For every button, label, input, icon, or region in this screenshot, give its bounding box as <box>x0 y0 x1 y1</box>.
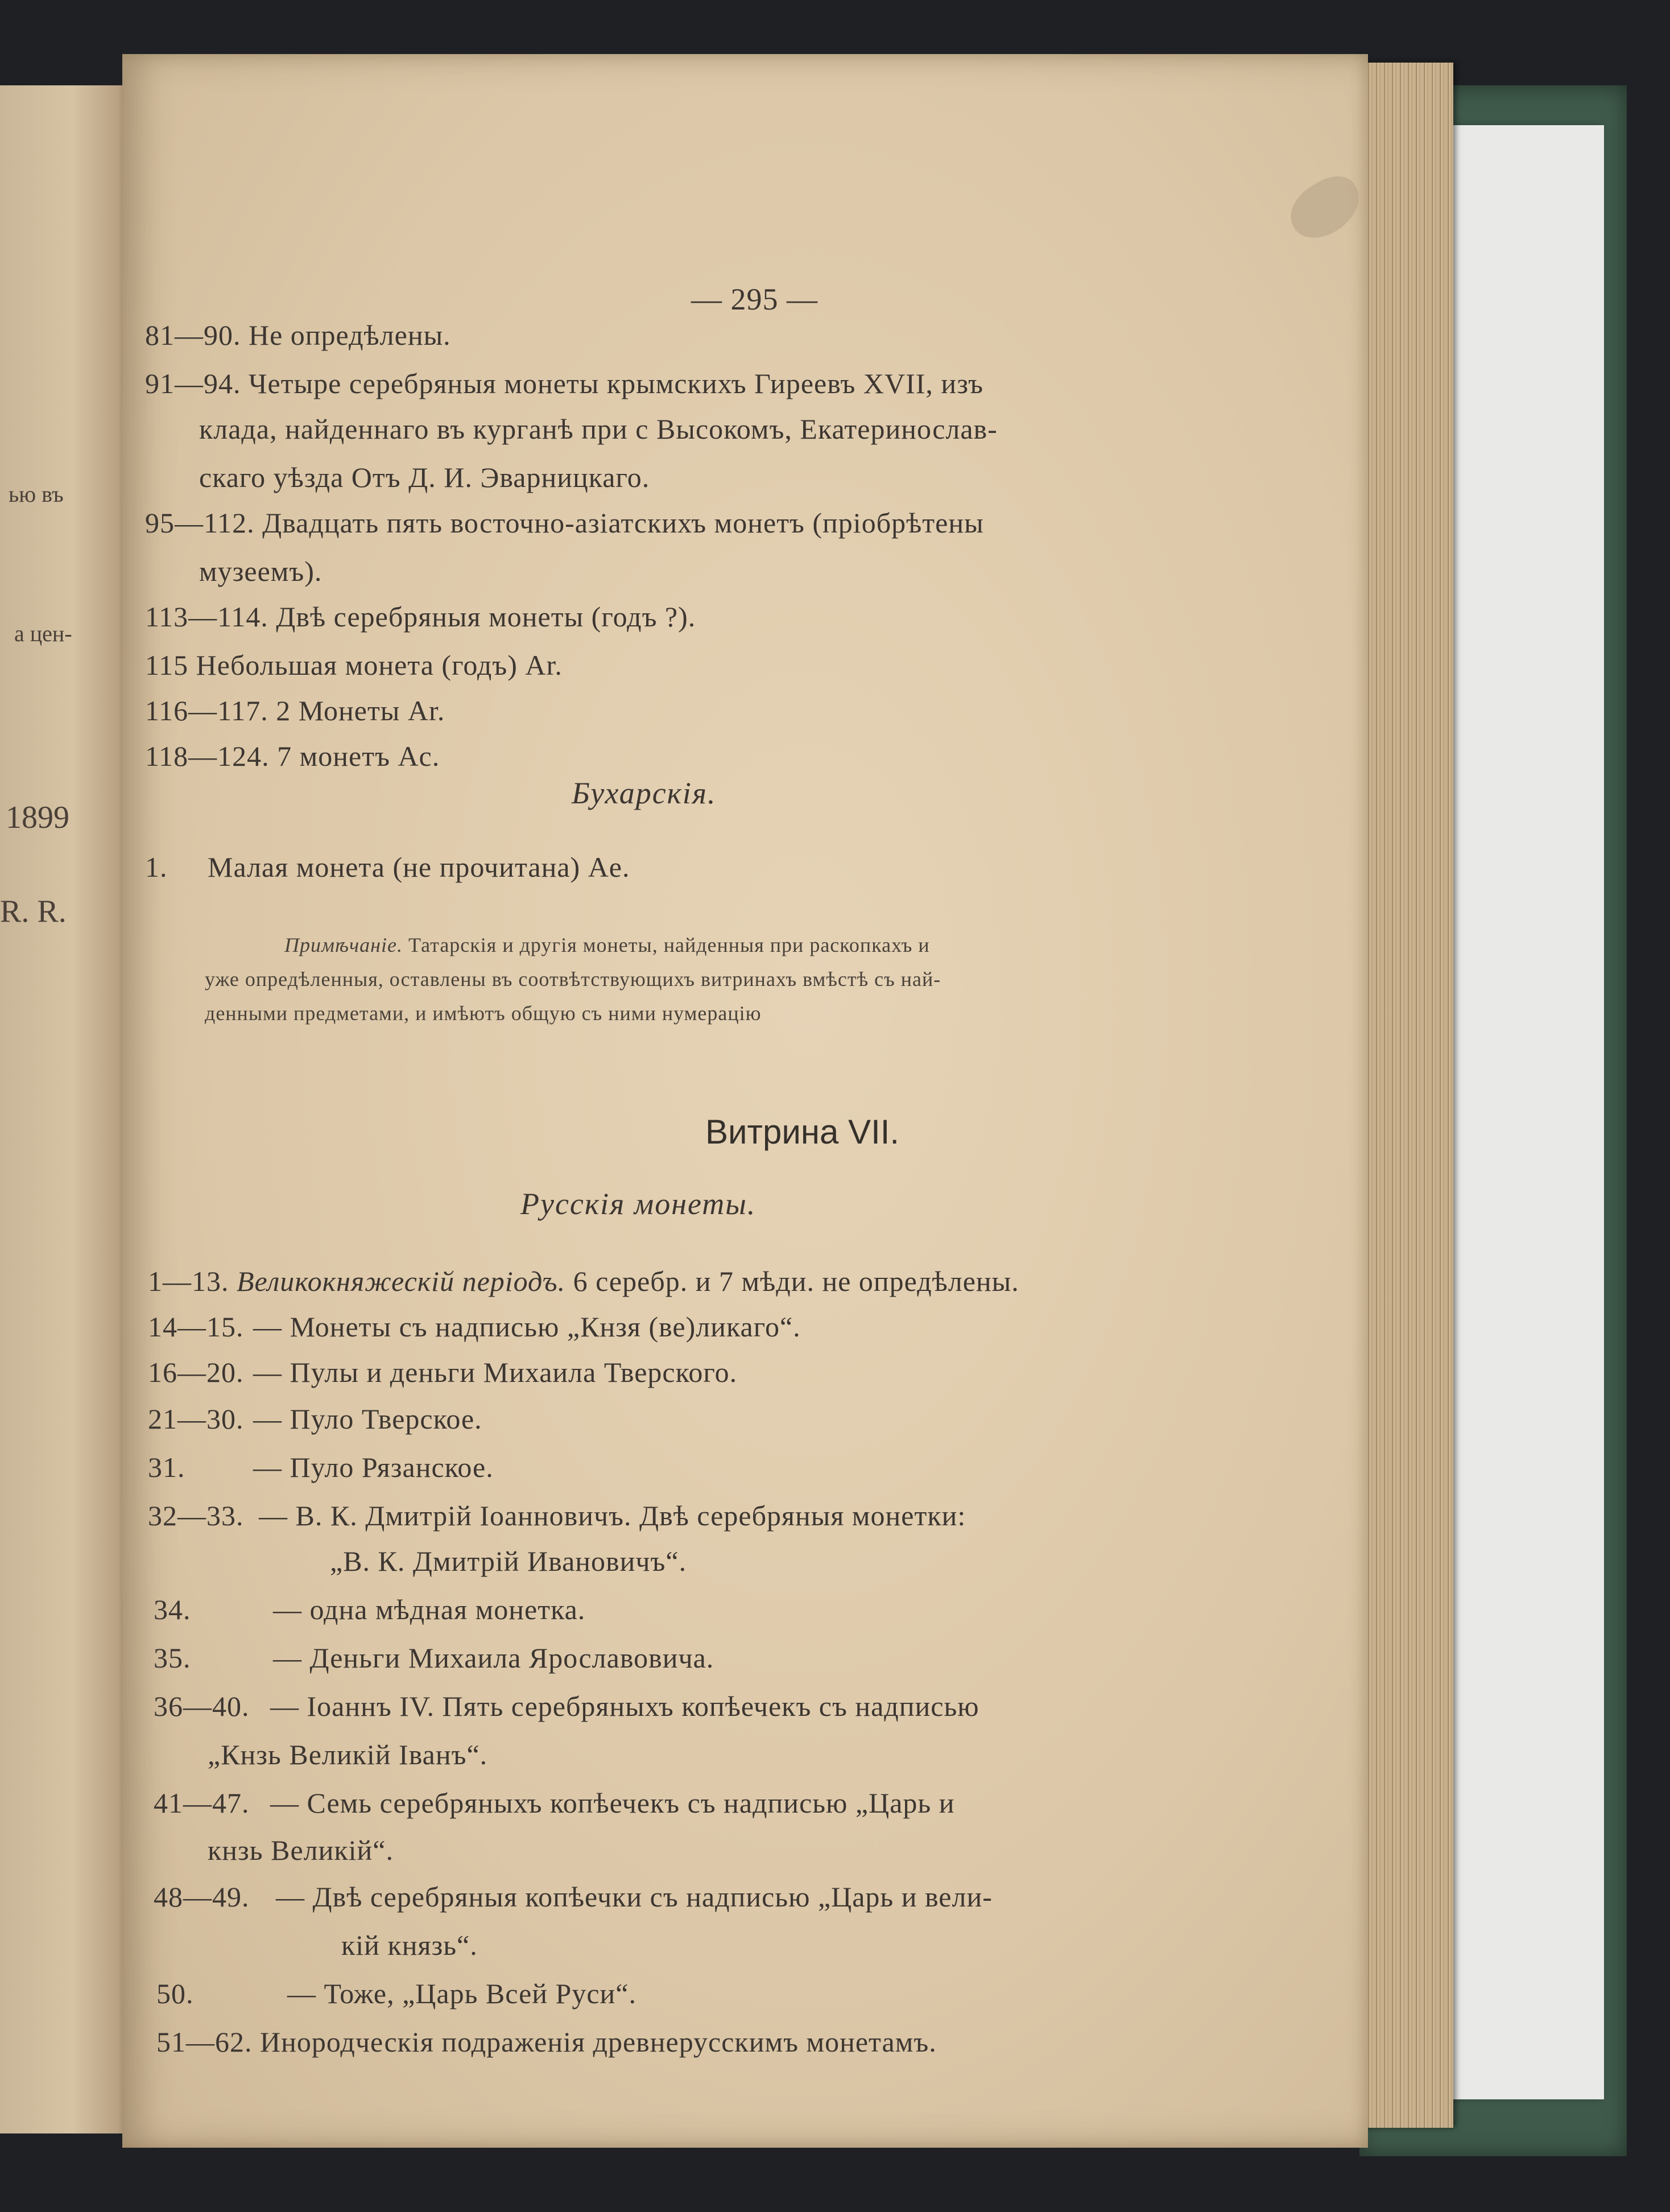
entry-line <box>148 1310 801 1343</box>
note-line: денными предметами, и имѣютъ общую съ ними нумерацію <box>205 1002 762 1025</box>
entry-text: — Двѣ серебряныя копѣечки съ надписью „Царь и вели- <box>276 1881 993 1913</box>
entry-number: 34. <box>154 1594 191 1625</box>
entry-number: 118—124. <box>145 740 270 772</box>
entry-text: 2 Монеты Ar. <box>276 695 445 727</box>
entry-text: — В. К. Дмитрій Іоанновичъ. Двѣ серебряныя монетки: <box>259 1500 966 1532</box>
entry-text: Малая монета (не прочитана) Ae. <box>208 851 630 883</box>
entry-text: — Пулы и деньги Михаила Тверского. <box>253 1356 738 1388</box>
entry-number: 32—33. <box>148 1500 244 1532</box>
entry-text: — Тоже, „Царь Всей Руси“. <box>287 1978 636 2009</box>
section-heading: Русскія монеты. <box>520 1187 757 1221</box>
entry-line <box>156 1977 636 2010</box>
entry-number: 1. <box>145 851 168 883</box>
entry-number: 91—94. <box>145 368 241 399</box>
entry-line <box>145 600 696 633</box>
insert-sheet <box>1433 125 1604 2099</box>
entry-text: — Пуло Тверское. <box>253 1403 482 1435</box>
book-page <box>122 54 1368 2148</box>
entry-text: — Іоаннъ IV. Пять серебряныхъ копѣечекъ съ надписью <box>270 1690 979 1722</box>
entry-line <box>154 1786 954 1819</box>
entry-line <box>145 649 563 682</box>
entry-number: 36—40. <box>154 1690 250 1722</box>
entry-text: — Деньги Михаила Ярославовича. <box>273 1642 714 1674</box>
entry-line <box>145 367 983 400</box>
entry-line <box>148 1402 482 1435</box>
entry-line <box>156 2025 937 2058</box>
entry-text: — Пуло Рязанское. <box>253 1451 494 1483</box>
entry-text: Небольшая монета (годъ) Ar. <box>196 649 563 681</box>
entry-line <box>154 1690 979 1723</box>
entry-line: „Кнзь Великій Іванъ“. <box>208 1739 488 1771</box>
entry-line: кій князь“. <box>341 1929 478 1961</box>
entry-number: 16—20. <box>148 1356 244 1388</box>
entry-line: „В. К. Дмитрій Ивановичъ“. <box>330 1545 687 1577</box>
entry-number: 116—117. <box>145 695 268 727</box>
entry-line: клада, найденнаго въ курганѣ при с Высокомъ, Екатеринослав- <box>199 413 998 445</box>
entry-line <box>154 1641 714 1674</box>
entry-text: Двадцать пять восточно-азіатскихъ монетъ (пріобрѣтены <box>262 507 984 539</box>
entry-number: 41—47. <box>154 1787 250 1819</box>
left-page-fragment: R. R. <box>0 894 67 929</box>
entry-line <box>154 1880 993 1913</box>
entry-line: музеемъ). <box>199 555 323 587</box>
entry-italic-text: Великокняжескій періодъ. <box>237 1265 566 1297</box>
entry-line <box>145 319 451 352</box>
entry-line: скаго уѣзда Отъ Д. И. Эварницкаго. <box>199 461 650 493</box>
entry-number: 51—62. <box>156 2026 253 2058</box>
entry-line: кнзь Великій“. <box>208 1834 394 1866</box>
page-edges <box>1357 63 1453 2128</box>
entry-number: 115 <box>145 649 189 681</box>
entry-number: 48—49. <box>154 1881 250 1913</box>
entry-number: 81—90. <box>145 319 241 351</box>
entry-text: 7 монетъ Ac. <box>277 740 440 772</box>
entry-number: 31. <box>148 1451 185 1483</box>
entry-text: — Семь серебряныхъ копѣечекъ съ надписью „Царь и <box>270 1787 955 1819</box>
entry-text: — Монеты съ надписью „Кнзя (ве)ликаго“. <box>253 1311 801 1343</box>
entry-line <box>148 1451 494 1484</box>
left-page <box>0 85 131 2133</box>
page-number: — 295 — <box>691 282 818 316</box>
entry-line <box>145 851 630 884</box>
entry-text: Четыре серебряныя монеты крымскихъ Гиреевъ XVII, изъ <box>249 368 983 399</box>
entry-text: Двѣ серебряныя монеты (годъ ?). <box>276 601 696 633</box>
left-page-fragment: а цен- <box>14 621 72 646</box>
entry-text: Инородческія подраженія древнерусскимъ монетамъ. <box>260 2026 937 2058</box>
entry-text: 6 серебр. и 7 мѣди. не опредѣлены. <box>573 1265 1019 1297</box>
entry-number: 35. <box>154 1642 191 1674</box>
entry-number: 21—30. <box>148 1403 244 1435</box>
vitrina-heading: Витрина VII. <box>705 1113 900 1151</box>
left-page-fragment: ью въ <box>9 481 64 507</box>
entry-line <box>148 1499 966 1532</box>
note-line: уже опредѣленныя, оставлены въ соотвѣтствующихъ витринахъ вмѣстѣ съ най- <box>205 968 941 991</box>
page-stain <box>1280 167 1370 249</box>
entry-line <box>148 1265 1019 1298</box>
entry-line <box>145 506 984 539</box>
section-heading: Бухарскія. <box>572 776 717 810</box>
entry-number: 113—114. <box>145 601 268 633</box>
entry-number: 14—15. <box>148 1311 244 1343</box>
entry-line <box>145 694 445 727</box>
note-text: Татарскія и другія монеты, найденныя при раскопкахъ и <box>408 934 930 956</box>
entry-number: 50. <box>156 1978 194 2009</box>
note-line <box>284 933 930 957</box>
entry-number: 95—112. <box>145 507 255 539</box>
entry-line <box>154 1593 585 1626</box>
note-label: Примѣчаніе. <box>284 934 403 956</box>
left-page-fragment: 1899 <box>6 800 69 835</box>
entry-number: 1—13. <box>148 1265 229 1297</box>
entry-line <box>145 740 440 773</box>
entry-text: — одна мѣдная монетка. <box>273 1594 586 1625</box>
entry-text: Не опредѣлены. <box>249 319 451 351</box>
entry-line <box>148 1356 737 1389</box>
